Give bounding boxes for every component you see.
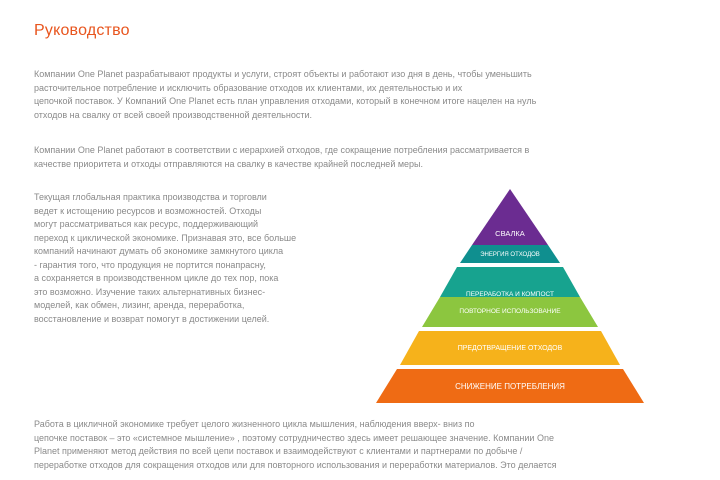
intro-paragraph [34,68,536,122]
text-line: могут рассматриваться как ресурс, поддерживающий [34,219,259,229]
pyramid-label-prevention: ПРЕДОТВРАЩЕНИЕ ОТХОДОВ [457,345,563,352]
text-line: отходов на свалку от всей своей производственной деятельности. [34,109,312,120]
text-line: а сохраняется в производственном цикле до тех пор, пока [34,273,279,283]
text-line: цепочке поставок – это «системное мышление» , поэтому сотрудничество здесь имеет решающее значение. Компании One [34,432,554,443]
pyramid-label-reduction: СНИЖЕНИЕ ПОТРЕБЛЕНИЯ [455,382,565,391]
hierarchy-paragraph [34,144,529,171]
text-line: это возможно. Изучение таких альтернативных бизнес- [34,286,266,297]
pyramid-label-energy-from-waste: ЭНЕРГИЯ ОТХОДОВ [480,252,540,258]
text-line: - гарантия того, что продукция не портится понапрасну, [34,259,266,270]
text-line: Текущая глобальная практика производства и торговли [34,192,267,202]
text-line: Работа в цикличной экономике требует целого жизненного цикла мышления, наблюдения вверх- вниз по [34,419,475,429]
text-line: восстановление и возврат помогут в достижении целей. [34,313,270,324]
waste-hierarchy-pyramid [360,185,660,405]
text-line: цепочкой поставок. У Компаний One Planet есть план управления отходами, который в конечном итоге нацелен на нуль [34,96,537,106]
text-line: переработке отходов для сокращения отходов или для повторного использования и переработки материалов. Это делается [34,459,557,470]
pyramid-label-recycling: ПЕРЕРАБОТКА И КОМПОСТ [466,291,554,298]
page-title: Руководство [34,22,130,39]
text-line: Planet применяют метод действия по всей цепи поставок и взаимодействуют с клиентами и партнерами по добыче / [34,446,523,456]
text-line: моделей, как обмен, лизинг, аренда, переработка, [34,300,245,310]
text-line: ведет к истощению ресурсов и возможностей. Отходы [34,205,262,216]
text-line: Компании One Planet разрабатывают продукты и услуги, строят объекты и работают изо дня в день, чтобы уменьшить [34,69,532,79]
text-line: расточительное потребление и исключить образование отходов их клиентами, их деятельностью и их [34,82,463,93]
text-line: компаний начинают думать об экономике замкнутого цикла [34,246,284,256]
pyramid-label-reuse: ПОВТОРНОЕ ИСПОЛЬЗОВАНИЕ [459,308,561,315]
text-line: Компании One Planet работают в соответствии с иерархией отходов, где сокращение потребления рассматривается в [34,145,530,155]
systems-thinking-paragraph [34,418,556,472]
pyramid-label-landfill: СВАЛКА [495,229,525,238]
text-line: качестве приоритета и отходы отправляются на свалку в качестве крайней последней меры. [34,158,424,169]
circular-economy-paragraph [34,191,296,326]
text-line: переход к циклической экономике. Признавая это, все больше [34,232,297,243]
